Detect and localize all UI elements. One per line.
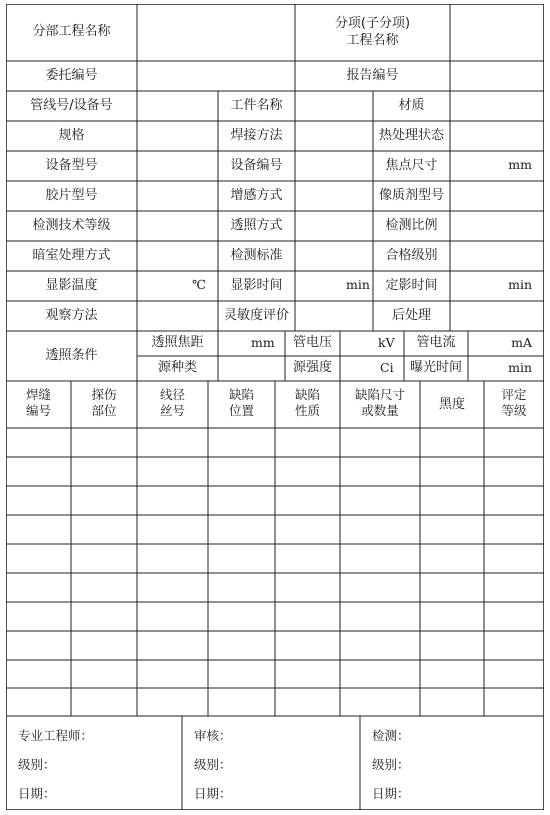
engineer-label: 专业工程师： [18,728,94,743]
focus-unit: mm [508,157,532,172]
tube-current-unit: mA [511,335,532,350]
engineer-level-label: 级别： [18,757,56,772]
equipment-model-label: 设备型号 [45,157,98,173]
iqi-label: 像质剂型号 [378,187,444,203]
col-header-defect-pos: 缺陷 位置 [228,387,254,418]
fix-time-unit: min [508,277,532,292]
reviewer-label: 审核： [194,728,232,743]
dev-temp-label: 显影温度 [45,277,98,293]
equipment-no-label: 设备编号 [230,157,283,173]
tube-current-label: 管电流 [416,335,456,351]
exposure-time-label: 曝光时间 [409,360,462,376]
reviewer-date-label: 日期： [194,786,232,801]
tube-voltage-label: 管电压 [292,335,332,351]
film-model-label: 胶片型号 [45,187,98,203]
report-no-label: 报告编号 [346,67,399,83]
project-name-label: 分部工程名称 [32,24,111,40]
subproject-label-line1: 分项(子分项) [334,16,411,32]
col-header-inspect-part: 探伤 部位 [91,387,117,418]
conditions-label: 透照条件 [45,347,98,363]
fix-time-label: 定影时间 [385,277,438,293]
pipe-line-label: 管线号/设备号 [30,97,113,113]
darkroom-label: 暗室处理方式 [32,247,111,263]
observe-label: 观察方法 [45,307,98,323]
inspector-level-label: 级别： [372,757,410,772]
source-type-label: 源种类 [157,360,197,376]
focal-dist-label: 透照焦距 [151,335,204,351]
post-label: 后处理 [391,307,431,323]
radiographic-report-form [6,4,544,810]
dev-time-unit: min [346,277,370,292]
col-header-wire-no: 线径 丝号 [159,387,185,418]
temp-unit: ℃ [192,277,206,292]
focus-size-label: 焦点尺寸 [385,157,438,173]
tube-voltage-unit: kV [378,335,395,350]
dev-time-label: 显影时间 [230,277,283,293]
exposure-time-unit: min [508,360,532,375]
workpiece-label: 工件名称 [230,97,283,113]
col-header-defect-nature: 缺陷 性质 [294,387,320,418]
intensify-label: 增感方式 [230,187,283,203]
subproject-label-line2: 工程名称 [346,32,399,48]
material-label: 材质 [398,97,425,113]
col-header-density: 黑度 [438,396,465,412]
subproject-label [295,4,450,61]
engineer-date-label: 日期： [18,786,56,801]
focal-dist-unit: mm [251,335,275,350]
reviewer-level-label: 级别： [194,757,232,772]
heat-treat-label: 热处理状态 [378,127,444,143]
sensitivity-label: 灵敏度评价 [223,307,289,323]
source-strength-unit: Ci [380,360,394,375]
col-header-weld-no: 焊缝 编号 [25,387,51,418]
inspector-date-label: 日期： [372,786,410,801]
inspector-label: 检测： [372,728,410,743]
weld-method-label: 焊接方法 [230,127,283,143]
col-header-defect-size: 缺陷尺寸 或数量 [354,387,405,418]
standard-label: 检测标准 [230,247,283,263]
client-no-label: 委托编号 [45,67,98,83]
qualified-level-label: 合格级别 [385,247,438,263]
transillum-method-label: 透照方式 [230,217,283,233]
col-header-grade: 评定 等级 [501,387,527,418]
spec-label: 规格 [58,127,85,143]
ratio-label: 检测比例 [385,217,438,233]
tech-level-label: 检测技术等级 [32,217,111,233]
source-strength-label: 源强度 [292,360,332,376]
